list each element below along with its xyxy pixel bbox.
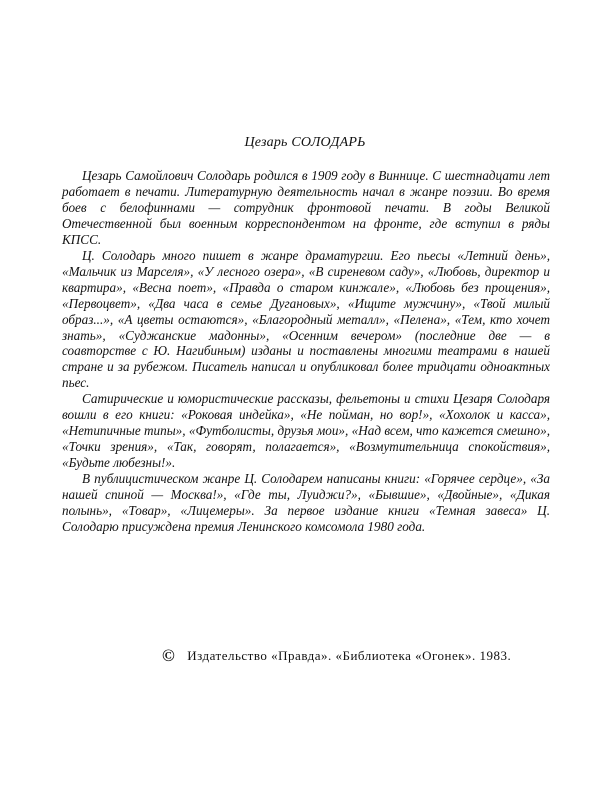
paragraph-biography: Цезарь Самойлович Солодарь родился в 1909 году в Виннице. С шестнадцати лет работает в печати. Литературную деятельность начал в жанре поэзии. Во время боев с белофиннами — сотрудник фронтовой печати. В годы Великой Отечественной был военным корреспондентом на фронте, где вступил в ряды КПСС. (62, 168, 550, 247)
paragraph-drama: Ц. Солодарь много пишет в жанре драматургии. Его пьесы «Летний день», «Мальчик из Марселя», «У лесного озера», «В сиреневом саду», «Любовь, директор и квартира», «Весна поет», «Правда о старом кинжале», «Любовь без прощения», «Первоцвет», «Два часа в семье Дугановых», «Ищите мужчину», «Твой милый образ...», «А цветы остаются», «Благородный металл», «Пелена», «Тем, кто хочет знать», «Суджанские мадонны», «Осенним вечером» (последние две — в соавторстве с Ю. Нагибиным) изданы и поставлены многими театрами в нашей стране и за рубежом. Писатель написал и опубликовал более тридцати одноактных пьес. (62, 247, 550, 391)
copyright-text: Издательство «Правда». «Библиотека «Огонек». 1983. (187, 648, 512, 663)
page-title: Цезарь СОЛОДАРЬ (244, 135, 366, 150)
paragraph-publicism: В публицистическом жанре Ц. Солодарем написаны книги: «Горячее сердце», «За нашей спиной — Москва!», «Где ты, Луиджи?», «Бывшие», «Двойные», «Дикая полынь», «Товар», «Лицемеры». За первое издание книги «Темная завеса» Ц. Солодарю присуждена премия Ленинского комсомола 1980 года. (62, 471, 550, 534)
copyright-icon: © (162, 646, 176, 665)
copyright-line (162, 648, 511, 664)
biography-text (62, 168, 550, 535)
paragraph-satire: Сатирические и юмористические рассказы, фельетоны и стихи Цезаря Солодаря вошли в его книги: «Роковая индейка», «Не пойман, но вор!», «Хохолок и касса», «Нетипичные типы», «Футболисты, друзья мои», «Над всем, что кажется смешно», «Точки зрения», «Так, говорят, полагается», «Возмутительница спокойствия», «Будьте любезны!». (62, 391, 550, 471)
